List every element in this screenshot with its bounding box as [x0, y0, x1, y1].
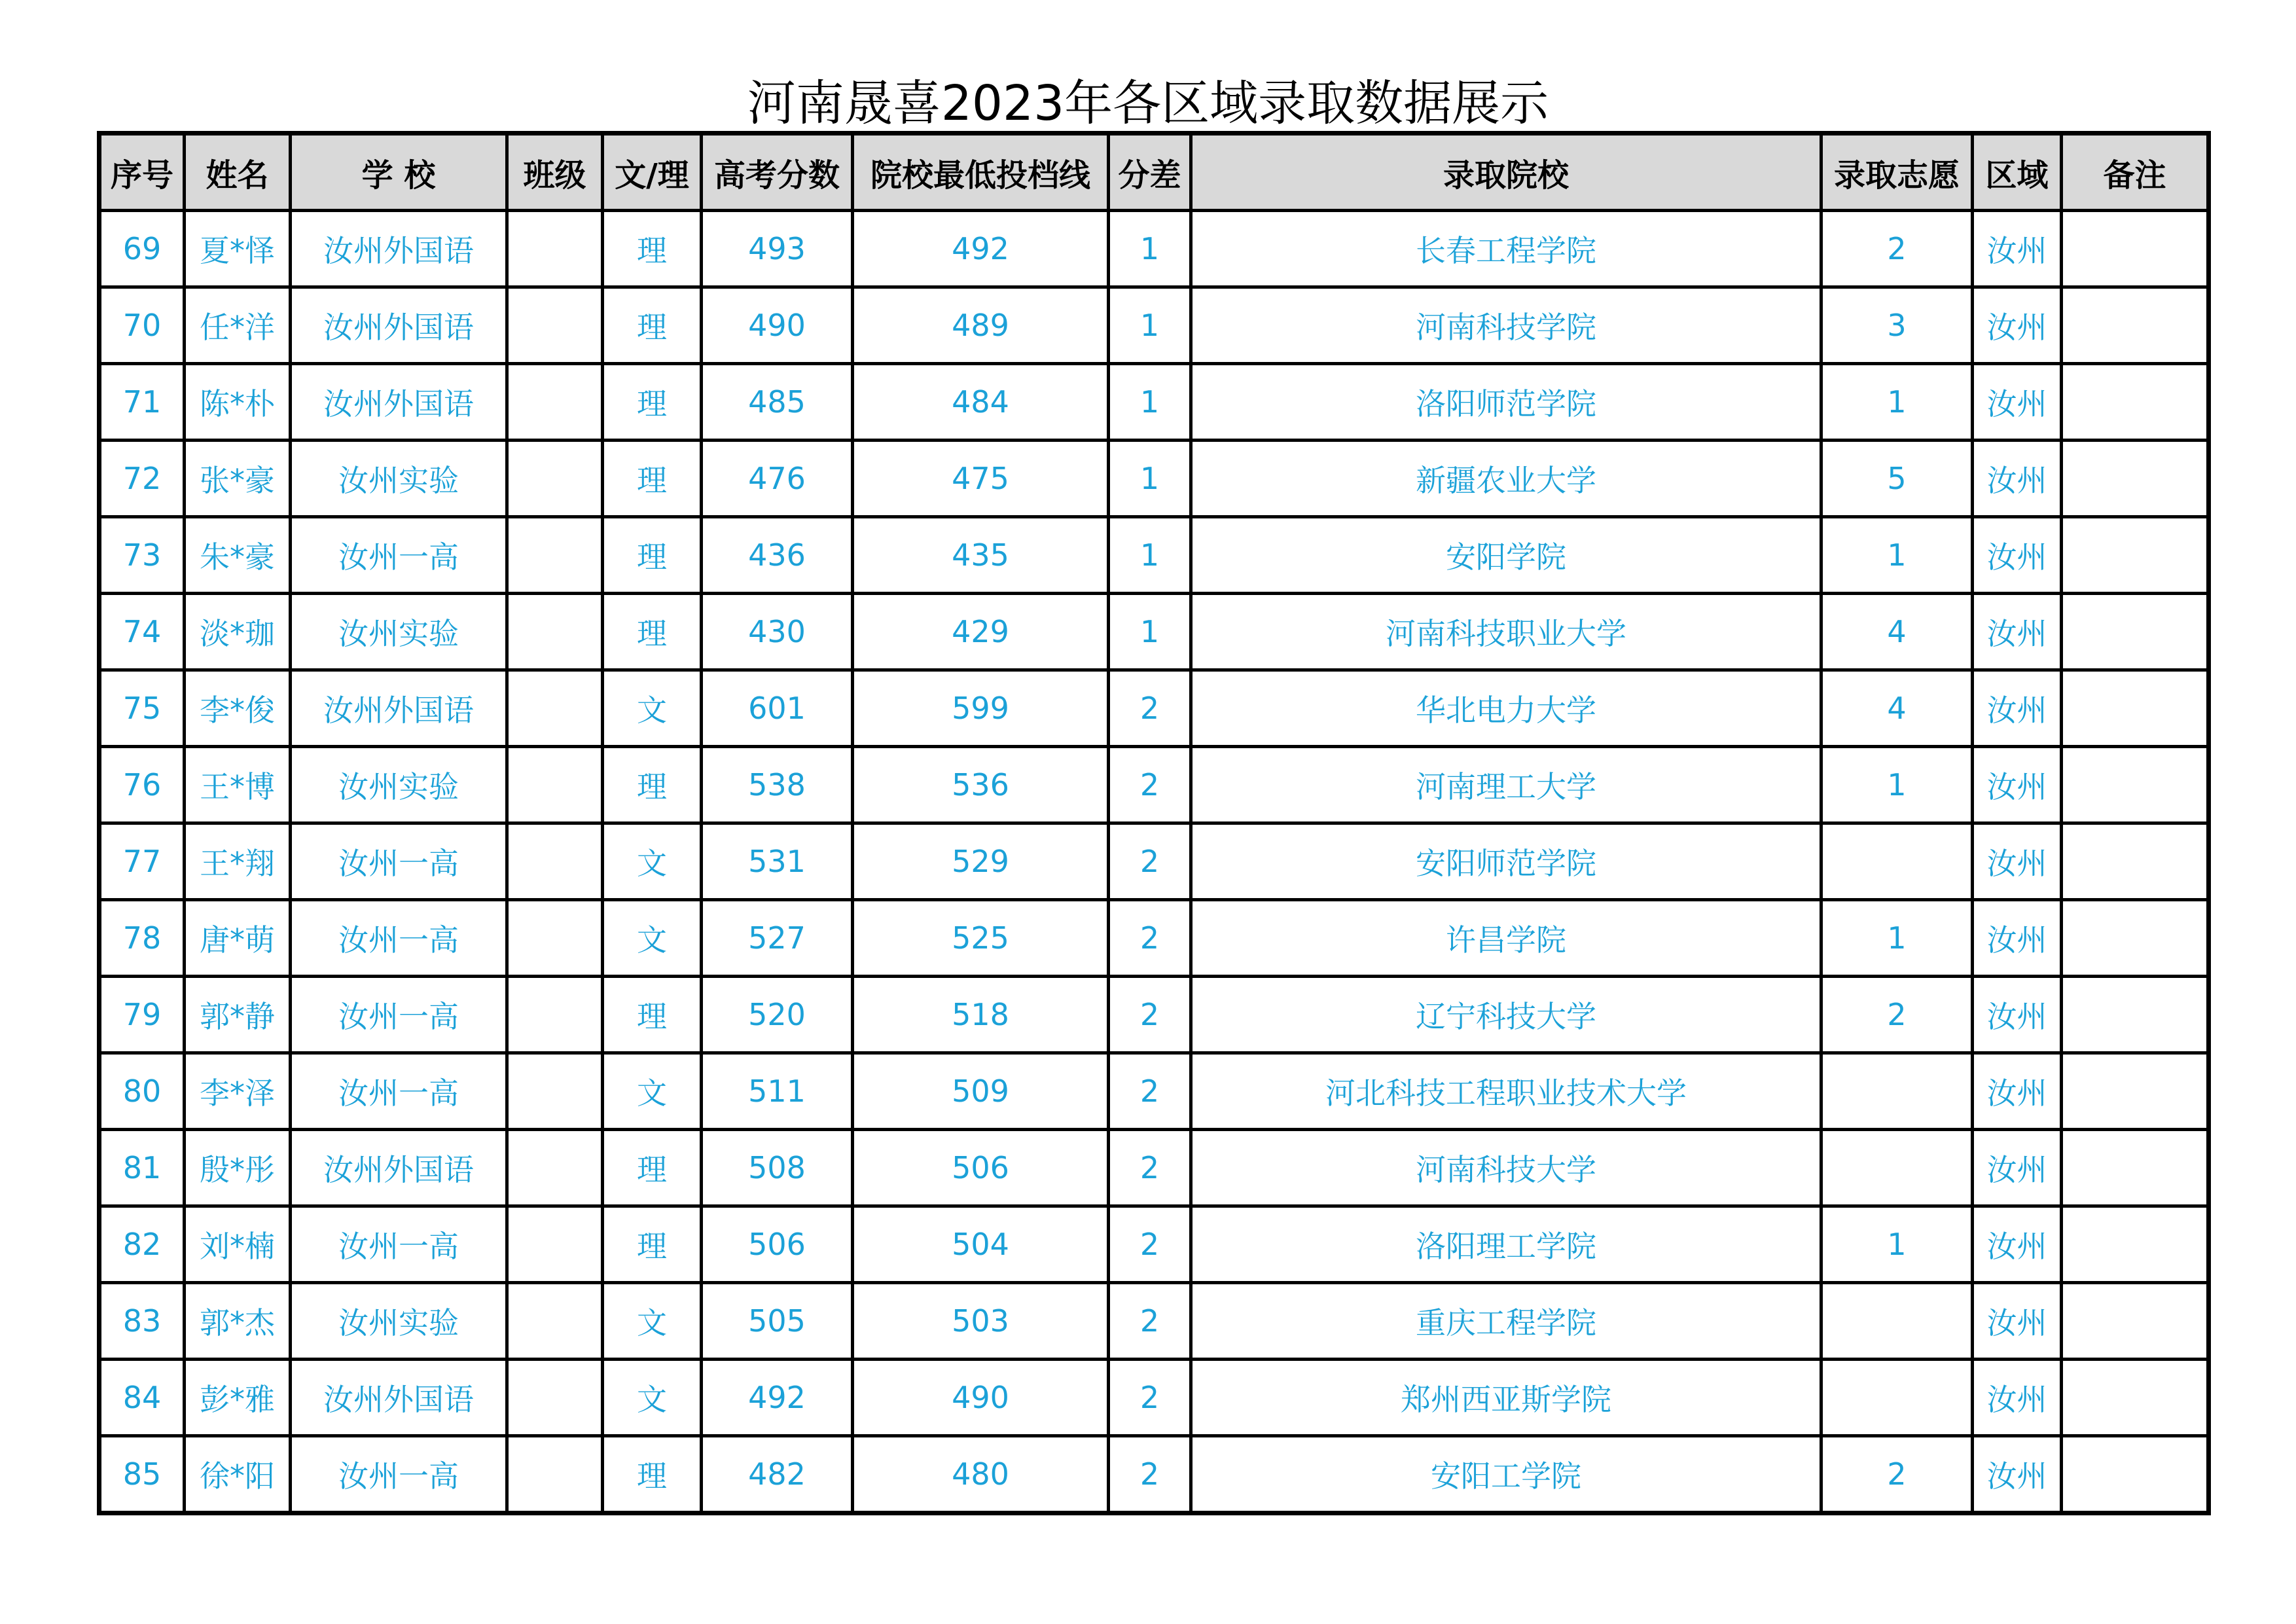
- cell-name: 彭*雅: [185, 1360, 291, 1436]
- cell-diff: 1: [1109, 517, 1191, 594]
- cell-class: [507, 211, 603, 287]
- table-row: [99, 1206, 2209, 1283]
- cell-track: 理: [603, 211, 702, 287]
- cell-remark: [2062, 1283, 2209, 1360]
- cell-diff: 2: [1109, 977, 1191, 1053]
- cell-admitted-college: 新疆农业大学: [1191, 441, 1821, 517]
- cell-school: 汝州一高: [291, 977, 507, 1053]
- cell-score: 490: [702, 287, 853, 364]
- header-school: 学 校: [291, 134, 507, 211]
- cell-school: 汝州一高: [291, 1436, 507, 1513]
- cell-name: 唐*萌: [185, 900, 291, 977]
- cell-min-line: 435: [853, 517, 1109, 594]
- cell-admitted-college: 洛阳师范学院: [1191, 364, 1821, 441]
- cell-name: 徐*阳: [185, 1436, 291, 1513]
- cell-choice: 4: [1821, 670, 1973, 747]
- cell-score: 476: [702, 441, 853, 517]
- table-row: [99, 900, 2209, 977]
- cell-diff: 1: [1109, 441, 1191, 517]
- table-row: [99, 441, 2209, 517]
- cell-remark: [2062, 364, 2209, 441]
- cell-remark: [2062, 900, 2209, 977]
- header-admitted-college: 录取院校: [1191, 134, 1821, 211]
- cell-min-line: 484: [853, 364, 1109, 441]
- cell-track: 文: [603, 823, 702, 900]
- cell-remark: [2062, 594, 2209, 670]
- cell-score: 482: [702, 1436, 853, 1513]
- cell-remark: [2062, 1206, 2209, 1283]
- cell-score: 508: [702, 1130, 853, 1206]
- cell-track: 文: [603, 1360, 702, 1436]
- cell-remark: [2062, 287, 2209, 364]
- cell-name: 李*泽: [185, 1053, 291, 1130]
- cell-school: 汝州一高: [291, 1206, 507, 1283]
- cell-admitted-college: 长春工程学院: [1191, 211, 1821, 287]
- cell-choice: 1: [1821, 364, 1973, 441]
- cell-score: 527: [702, 900, 853, 977]
- cell-admitted-college: 河南科技职业大学: [1191, 594, 1821, 670]
- cell-index: 72: [99, 441, 185, 517]
- cell-class: [507, 823, 603, 900]
- cell-score: 493: [702, 211, 853, 287]
- cell-score: 505: [702, 1283, 853, 1360]
- header-diff: 分差: [1109, 134, 1191, 211]
- cell-region: 汝州: [1973, 1360, 2062, 1436]
- cell-name: 淡*珈: [185, 594, 291, 670]
- header-choice: 录取志愿: [1821, 134, 1973, 211]
- cell-admitted-college: 华北电力大学: [1191, 670, 1821, 747]
- cell-class: [507, 1206, 603, 1283]
- cell-min-line: 506: [853, 1130, 1109, 1206]
- cell-index: 69: [99, 211, 185, 287]
- header-row: [99, 134, 2209, 211]
- cell-name: 朱*豪: [185, 517, 291, 594]
- cell-name: 王*博: [185, 747, 291, 823]
- table-body: [99, 211, 2209, 1513]
- cell-school: 汝州外国语: [291, 1360, 507, 1436]
- cell-diff: 2: [1109, 1360, 1191, 1436]
- cell-min-line: 504: [853, 1206, 1109, 1283]
- cell-index: 83: [99, 1283, 185, 1360]
- cell-school: 汝州实验: [291, 441, 507, 517]
- cell-track: 理: [603, 1436, 702, 1513]
- cell-remark: [2062, 1053, 2209, 1130]
- cell-name: 夏*怿: [185, 211, 291, 287]
- table-row: [99, 823, 2209, 900]
- cell-index: 84: [99, 1360, 185, 1436]
- cell-school: 汝州实验: [291, 594, 507, 670]
- cell-choice: 4: [1821, 594, 1973, 670]
- page-title: 河南晟喜2023年各区域录取数据展示: [747, 75, 1549, 132]
- cell-admitted-college: 洛阳理工学院: [1191, 1206, 1821, 1283]
- cell-school: 汝州外国语: [291, 287, 507, 364]
- cell-choice: [1821, 1130, 1973, 1206]
- cell-class: [507, 747, 603, 823]
- cell-track: 文: [603, 670, 702, 747]
- table-row: [99, 364, 2209, 441]
- cell-track: 理: [603, 441, 702, 517]
- cell-admitted-college: 郑州西亚斯学院: [1191, 1360, 1821, 1436]
- cell-choice: 2: [1821, 977, 1973, 1053]
- cell-admitted-college: 河南理工大学: [1191, 747, 1821, 823]
- cell-name: 李*俊: [185, 670, 291, 747]
- cell-name: 刘*楠: [185, 1206, 291, 1283]
- cell-class: [507, 364, 603, 441]
- cell-school: 汝州实验: [291, 747, 507, 823]
- cell-choice: 1: [1821, 517, 1973, 594]
- cell-admitted-college: 河北科技工程职业技术大学: [1191, 1053, 1821, 1130]
- cell-remark: [2062, 747, 2209, 823]
- table-row: [99, 1436, 2209, 1513]
- cell-min-line: 509: [853, 1053, 1109, 1130]
- table-row: [99, 211, 2209, 287]
- cell-index: 81: [99, 1130, 185, 1206]
- cell-score: 511: [702, 1053, 853, 1130]
- cell-class: [507, 441, 603, 517]
- header-track: 文/理: [603, 134, 702, 211]
- cell-choice: [1821, 823, 1973, 900]
- cell-diff: 2: [1109, 1436, 1191, 1513]
- cell-index: 76: [99, 747, 185, 823]
- cell-region: 汝州: [1973, 441, 2062, 517]
- cell-region: 汝州: [1973, 670, 2062, 747]
- cell-score: 506: [702, 1206, 853, 1283]
- cell-name: 陈*朴: [185, 364, 291, 441]
- cell-score: 520: [702, 977, 853, 1053]
- cell-region: 汝州: [1973, 1053, 2062, 1130]
- cell-track: 文: [603, 1053, 702, 1130]
- cell-diff: 2: [1109, 900, 1191, 977]
- cell-choice: 1: [1821, 747, 1973, 823]
- admission-table: [97, 131, 2211, 1515]
- cell-remark: [2062, 441, 2209, 517]
- cell-choice: 2: [1821, 1436, 1973, 1513]
- table-row: [99, 1053, 2209, 1130]
- cell-remark: [2062, 1130, 2209, 1206]
- cell-index: 80: [99, 1053, 185, 1130]
- cell-class: [507, 1130, 603, 1206]
- table-row: [99, 594, 2209, 670]
- cell-class: [507, 594, 603, 670]
- cell-index: 74: [99, 594, 185, 670]
- cell-remark: [2062, 977, 2209, 1053]
- cell-index: 79: [99, 977, 185, 1053]
- cell-diff: 2: [1109, 747, 1191, 823]
- cell-track: 文: [603, 1283, 702, 1360]
- cell-index: 70: [99, 287, 185, 364]
- cell-remark: [2062, 517, 2209, 594]
- cell-index: 77: [99, 823, 185, 900]
- cell-class: [507, 977, 603, 1053]
- cell-score: 492: [702, 1360, 853, 1436]
- cell-min-line: 529: [853, 823, 1109, 900]
- table-row: [99, 287, 2209, 364]
- cell-diff: 2: [1109, 1130, 1191, 1206]
- table-row: [99, 517, 2209, 594]
- cell-admitted-college: 安阳师范学院: [1191, 823, 1821, 900]
- cell-remark: [2062, 823, 2209, 900]
- cell-score: 430: [702, 594, 853, 670]
- cell-name: 殷*彤: [185, 1130, 291, 1206]
- cell-region: 汝州: [1973, 823, 2062, 900]
- cell-name: 王*翔: [185, 823, 291, 900]
- cell-region: 汝州: [1973, 364, 2062, 441]
- header-region: 区域: [1973, 134, 2062, 211]
- cell-min-line: 525: [853, 900, 1109, 977]
- cell-diff: 2: [1109, 823, 1191, 900]
- cell-diff: 2: [1109, 1053, 1191, 1130]
- cell-region: 汝州: [1973, 1130, 2062, 1206]
- cell-admitted-college: 安阳工学院: [1191, 1436, 1821, 1513]
- cell-remark: [2062, 211, 2209, 287]
- cell-choice: [1821, 1360, 1973, 1436]
- cell-score: 531: [702, 823, 853, 900]
- cell-index: 75: [99, 670, 185, 747]
- cell-class: [507, 1360, 603, 1436]
- cell-min-line: 429: [853, 594, 1109, 670]
- table-row: [99, 1130, 2209, 1206]
- cell-school: 汝州一高: [291, 1053, 507, 1130]
- cell-min-line: 599: [853, 670, 1109, 747]
- cell-track: 理: [603, 1130, 702, 1206]
- cell-school: 汝州一高: [291, 517, 507, 594]
- cell-class: [507, 287, 603, 364]
- cell-name: 张*豪: [185, 441, 291, 517]
- cell-name: 郭*杰: [185, 1283, 291, 1360]
- cell-index: 85: [99, 1436, 185, 1513]
- cell-diff: 2: [1109, 670, 1191, 747]
- cell-region: 汝州: [1973, 287, 2062, 364]
- table-row: [99, 670, 2209, 747]
- cell-class: [507, 670, 603, 747]
- cell-track: 理: [603, 364, 702, 441]
- cell-track: 理: [603, 287, 702, 364]
- cell-index: 73: [99, 517, 185, 594]
- cell-min-line: 518: [853, 977, 1109, 1053]
- cell-diff: 2: [1109, 1206, 1191, 1283]
- cell-remark: [2062, 670, 2209, 747]
- cell-score: 485: [702, 364, 853, 441]
- cell-diff: 1: [1109, 594, 1191, 670]
- cell-min-line: 475: [853, 441, 1109, 517]
- cell-region: 汝州: [1973, 900, 2062, 977]
- cell-index: 71: [99, 364, 185, 441]
- cell-track: 理: [603, 977, 702, 1053]
- cell-track: 文: [603, 900, 702, 977]
- cell-region: 汝州: [1973, 1206, 2062, 1283]
- cell-index: 78: [99, 900, 185, 977]
- cell-region: 汝州: [1973, 1436, 2062, 1513]
- cell-admitted-college: 安阳学院: [1191, 517, 1821, 594]
- cell-region: 汝州: [1973, 977, 2062, 1053]
- table-row: [99, 977, 2209, 1053]
- cell-region: 汝州: [1973, 594, 2062, 670]
- cell-min-line: 536: [853, 747, 1109, 823]
- header-remark: 备注: [2062, 134, 2209, 211]
- cell-name: 郭*静: [185, 977, 291, 1053]
- cell-school: 汝州外国语: [291, 364, 507, 441]
- cell-diff: 1: [1109, 211, 1191, 287]
- cell-track: 理: [603, 1206, 702, 1283]
- cell-admitted-college: 河南科技大学: [1191, 1130, 1821, 1206]
- cell-admitted-college: 河南科技学院: [1191, 287, 1821, 364]
- cell-score: 601: [702, 670, 853, 747]
- cell-index: 82: [99, 1206, 185, 1283]
- cell-remark: [2062, 1360, 2209, 1436]
- cell-choice: [1821, 1053, 1973, 1130]
- table-row: [99, 1283, 2209, 1360]
- cell-choice: 2: [1821, 211, 1973, 287]
- cell-diff: 1: [1109, 364, 1191, 441]
- cell-min-line: 492: [853, 211, 1109, 287]
- cell-remark: [2062, 1436, 2209, 1513]
- cell-school: 汝州外国语: [291, 211, 507, 287]
- cell-class: [507, 1283, 603, 1360]
- cell-school: 汝州一高: [291, 900, 507, 977]
- table-row: [99, 747, 2209, 823]
- cell-diff: 2: [1109, 1283, 1191, 1360]
- cell-class: [507, 1436, 603, 1513]
- header-name: 姓名: [185, 134, 291, 211]
- cell-class: [507, 900, 603, 977]
- cell-choice: 1: [1821, 900, 1973, 977]
- cell-class: [507, 517, 603, 594]
- cell-admitted-college: 重庆工程学院: [1191, 1283, 1821, 1360]
- cell-choice: 3: [1821, 287, 1973, 364]
- header-score: 高考分数: [702, 134, 853, 211]
- cell-min-line: 503: [853, 1283, 1109, 1360]
- cell-diff: 1: [1109, 287, 1191, 364]
- cell-name: 任*洋: [185, 287, 291, 364]
- header-class: 班级: [507, 134, 603, 211]
- cell-admitted-college: 辽宁科技大学: [1191, 977, 1821, 1053]
- cell-region: 汝州: [1973, 1283, 2062, 1360]
- cell-region: 汝州: [1973, 747, 2062, 823]
- cell-region: 汝州: [1973, 211, 2062, 287]
- cell-min-line: 490: [853, 1360, 1109, 1436]
- cell-school: 汝州外国语: [291, 1130, 507, 1206]
- cell-school: 汝州实验: [291, 1283, 507, 1360]
- cell-track: 理: [603, 594, 702, 670]
- cell-score: 436: [702, 517, 853, 594]
- cell-track: 理: [603, 747, 702, 823]
- cell-choice: 1: [1821, 1206, 1973, 1283]
- header-index: 序号: [99, 134, 185, 211]
- cell-class: [507, 1053, 603, 1130]
- cell-choice: [1821, 1283, 1973, 1360]
- cell-min-line: 480: [853, 1436, 1109, 1513]
- cell-min-line: 489: [853, 287, 1109, 364]
- header-min-line: 院校最低投档线: [853, 134, 1109, 211]
- cell-region: 汝州: [1973, 517, 2062, 594]
- table-row: [99, 1360, 2209, 1436]
- cell-school: 汝州外国语: [291, 670, 507, 747]
- cell-score: 538: [702, 747, 853, 823]
- cell-admitted-college: 许昌学院: [1191, 900, 1821, 977]
- cell-track: 理: [603, 517, 702, 594]
- cell-school: 汝州一高: [291, 823, 507, 900]
- cell-choice: 5: [1821, 441, 1973, 517]
